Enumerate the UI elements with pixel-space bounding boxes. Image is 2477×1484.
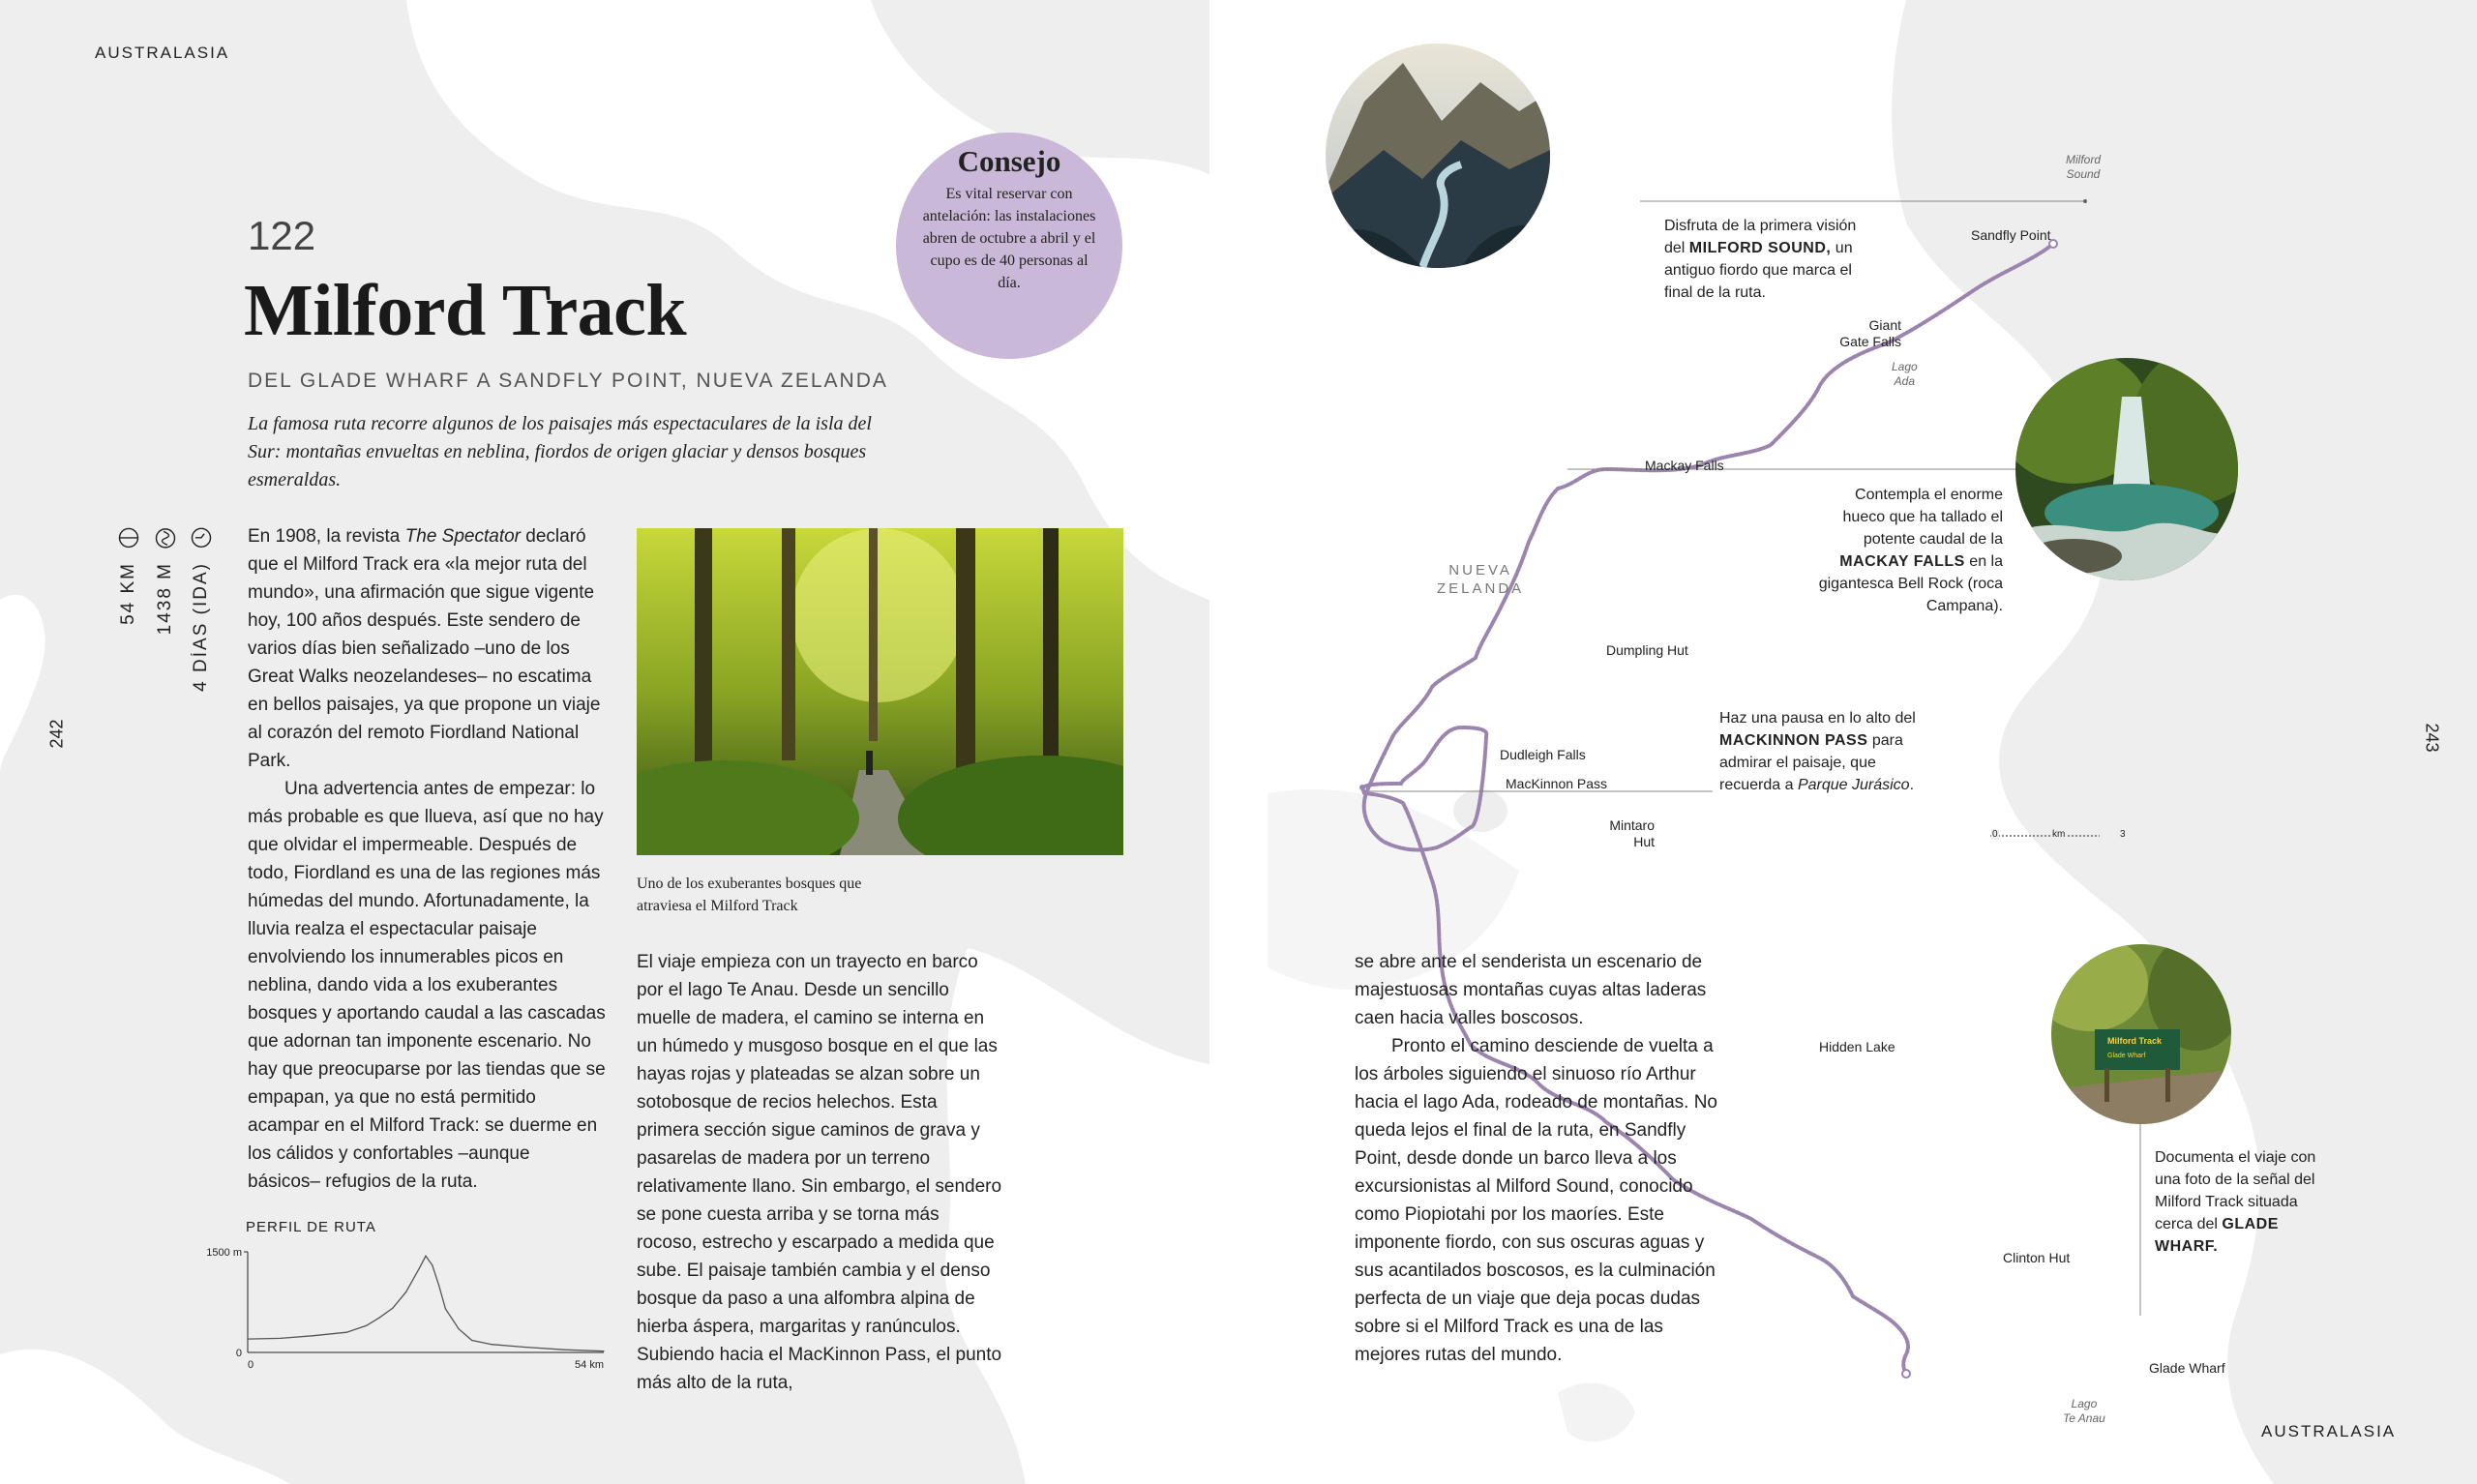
scale-unit: km <box>2052 829 2066 840</box>
body-column-2 <box>637 948 1004 1397</box>
sign-text-line2: Glade Wharf <box>2107 1053 2146 1059</box>
profile-x-min-label: 0 <box>248 1359 254 1371</box>
label-milford-sound <box>2066 153 2101 182</box>
col3-paragraph-1: se abre ante el senderista un escenario de majestuosas montañas cuyas altas laderas caen hacia valles boscosos. <box>1355 952 1707 1028</box>
stat-elevation-value: 1438 M <box>155 562 175 636</box>
label-lago-ada-line2: Ada <box>1894 374 1916 388</box>
elevation-profile-point <box>603 1350 604 1351</box>
label-sandfly-point: Sandfly Point <box>1971 227 2051 243</box>
col1-paragraph-2: Una advertencia antes de empezar: lo más probable es que llueva, así que no hay que olvidar el impermeable. Después de todo, Fiordland es una de las regiones más húmedas del mundo. Afortunadamente, la lluvia realza el espectacular paisaje envolviendo los innumerables picos en neblina, dando vida a los exuberantes bosques y aportando caudal a las cascadas que adornan tan imponente escenario. No hay que preocuparse por las tiendas que se empapan, ya que no está permitido acampar en el Milford Track: se duerme en los cálidos y confortables –aunque básicos– refugios de la ruta. <box>248 779 606 1192</box>
stat-distance <box>118 527 139 625</box>
page-number-right: 243 <box>2422 723 2442 753</box>
left-page <box>0 0 1209 1484</box>
forest-photo-image <box>637 528 1123 855</box>
elevation-profile-point <box>432 1264 433 1265</box>
milford-sound-point <box>2083 199 2087 203</box>
label-milford-sound-line2: Sound <box>2066 167 2101 181</box>
callout-mackinnon-strong: MACKINNON PASS <box>1719 732 1868 749</box>
route-start-marker <box>1902 1370 1910 1378</box>
scale-end: 3 <box>2120 829 2126 840</box>
label-mintaro-line1: Mintaro <box>1609 817 1655 833</box>
callout-glade-wharf <box>2155 1146 2329 1258</box>
intro-text: La famosa ruta recorre algunos de los paisajes más espectaculares de la isla del Sur: montañas envueltas en neblina, fiordos de origen glaciar y densos bosques esmeraldas. <box>248 413 872 490</box>
tip-circle <box>896 133 1122 359</box>
label-nueva-zelanda <box>1437 561 1524 598</box>
label-nueva-zelanda-line2: ZELANDA <box>1437 580 1525 597</box>
stat-elevation <box>155 527 176 635</box>
label-giant-gate-line1: Giant <box>1868 317 1901 333</box>
col3-paragraph-2: Pronto el camino desciende de vuelta a los árboles siguiendo el sinuoso río Arthur hacia el lago Ada, rodeado de montañas. No queda lejos el final de la ruta, en Sandfly Point, desde donde un barco lleva a los excursionistas al Milford Sound, conocido como Piopiotahi por los maoríes. Este imponente fiordo, con sus oscuras aguas y sus acantilados boscosos, es la culminación perfecta de un viaje que deja pocas dudas sobre si el Milford Track es una de las mejores rutas del mundo. <box>1355 1036 1717 1365</box>
stat-duration <box>191 527 212 692</box>
profile-y-max-label: 1500 m <box>206 1247 242 1259</box>
label-mackinnon-pass: MacKinnon Pass <box>1506 776 1608 791</box>
sign-text-line1: Milford Track <box>2107 1036 2163 1046</box>
label-dumpling-hut: Dumpling Hut <box>1606 642 1688 658</box>
distance-icon <box>118 527 139 549</box>
glade-wharf-sign-image <box>2051 944 2231 1124</box>
callout-glade-pre: Documenta el viaje con una foto de la señal del Milford Track situada cerca del <box>2155 1149 2316 1232</box>
elevation-profile-point <box>524 1347 525 1348</box>
label-giant-gate-falls <box>1824 317 1901 350</box>
elevation-profile-point <box>346 1332 347 1333</box>
label-lago-te-anau <box>2063 1397 2105 1426</box>
callout-mackay-pre: Contempla el enorme hueco que ha tallado el potente caudal de la <box>1842 487 2003 548</box>
profile-label: PERFIL DE RUTA <box>246 1219 376 1235</box>
label-te-anau-line1: Lago <box>2071 1397 2098 1410</box>
clock-icon <box>191 527 212 549</box>
tip-text: Es vital reservar con antelación: las instalaciones abren de octubre a abril y el cupo es de 40 personas al día. <box>922 186 1096 291</box>
callout-glade-strong: GLADE WHARF. <box>2155 1216 2279 1255</box>
label-hidden-lake: Hidden Lake <box>1819 1039 1895 1054</box>
label-milford-sound-line1: Milford <box>2066 153 2102 166</box>
callout-milford-post: un antiguo fiordo que marca el final de la ruta. <box>1664 240 1853 301</box>
section-label: AUSTRALASIA <box>95 44 230 62</box>
elevation-profile-point <box>405 1291 406 1292</box>
label-lago-ada-line1: Lago <box>1892 360 1918 373</box>
elevation-profile-point <box>419 1268 420 1269</box>
callout-mackinnon-pass <box>1719 707 1923 796</box>
elevation-icon <box>155 527 176 549</box>
col1-text-a: En 1908, la revista <box>248 526 405 547</box>
callout-mackinnon-mid: para admirar el paisaje, que recuerda a <box>1719 732 1903 793</box>
profile-x-max-label: 54 km <box>575 1359 604 1371</box>
mackinnon-pass-marker <box>1359 785 1365 790</box>
callout-milford-pre: Disfruta de la primera visión del <box>1664 218 1857 256</box>
elevation-profile-point <box>425 1256 426 1257</box>
callout-mackinnon-post: . <box>1909 777 1915 793</box>
elevation-profile-point <box>392 1308 393 1309</box>
elevation-profile-point <box>471 1340 472 1341</box>
route-profile-chart <box>194 1238 619 1374</box>
callout-mackay-falls <box>1809 484 2003 617</box>
col1-paragraph-1 <box>248 522 606 775</box>
stat-distance-value: 54 KM <box>118 562 138 625</box>
callout-milford-sound <box>1664 215 1867 304</box>
section-label-right: AUSTRALASIA <box>2261 1422 2397 1440</box>
photo-milford-sound <box>1326 44 1550 268</box>
col1-text-em: The Spectator <box>404 526 521 547</box>
label-giant-gate-line2: Gate Falls <box>1839 334 1901 349</box>
stat-duration-value: 4 DÍAS (IDA) <box>191 562 211 692</box>
label-nueva-zelanda-line1: NUEVA <box>1448 562 1512 579</box>
milford-sound-image <box>1326 44 1550 268</box>
forest-photo <box>637 528 1123 855</box>
page-title: Milford Track <box>244 270 687 351</box>
col1-text-b: declaró que el Milford Track era «la mejor ruta del mundo», una afirmación que sigue vigente hoy, 100 años después. Este sendero de varios días bien señalizado –uno de los Great Walks neozelandeses– no escatima en bellos paisajes, ya que propone un viaje al corazón del remoto Fiordland National Park. <box>248 526 601 771</box>
label-dudleigh-falls: Dudleigh Falls <box>1500 747 1586 762</box>
label-mintaro-line2: Hut <box>1633 834 1655 849</box>
label-te-anau-line2: Te Anau <box>2063 1411 2105 1425</box>
elevation-profile-point <box>459 1328 460 1329</box>
label-lago-ada <box>1892 360 1918 389</box>
profile-y-min-label: 0 <box>235 1348 242 1359</box>
label-mintaro-hut <box>1597 817 1655 850</box>
elevation-profile-point <box>379 1317 380 1318</box>
elevation-profile-point <box>438 1285 439 1286</box>
callout-mackay-post: en la gigantesca Bell Rock (roca Campana). <box>1818 553 2003 614</box>
label-glade-wharf: Glade Wharf <box>2149 1360 2225 1376</box>
label-mackay-falls: Mackay Falls <box>1645 458 1724 473</box>
col2-paragraph-1: El viaje empieza con un trayecto en barco por el lago Te Anau. Desde un sencillo muelle de madera, el camino se interna en un húmedo y musgoso bosque en el que las hayas rojas y plateadas se alzan sobre un sotobosque de recios helechos. Esta primera sección sigue caminos de grava y pasarelas de madera por un terreno relativamente llano. Sin embargo, el sendero se pone cuesta arriba y se torna más rocoso, estrecho y escarpado a medida que sube. El paisaje también cambia y el denso bosque da paso a una alfombra alpina de hierba áspera, margaritas y ranúnculos. Subiendo hacia el MacKinnon Pass, el punto más alto de la ruta, <box>637 952 1002 1393</box>
tip-heading: Consejo <box>957 144 1061 178</box>
elevation-profile-line <box>248 1256 604 1350</box>
photo-caption: Uno de los exuberantes bosques que atraviesa el Milford Track <box>637 876 862 914</box>
photo-glade-wharf-sign <box>2051 944 2231 1124</box>
callout-mackinnon-em: Parque Jurásico <box>1797 777 1910 793</box>
page-number: 242 <box>46 719 67 749</box>
elevation-profile-point <box>247 1339 248 1340</box>
elevation-profile-point <box>281 1338 282 1339</box>
photo-mackay-falls <box>2015 358 2238 580</box>
callout-mackay-strong: MACKAY FALLS <box>1839 553 1965 570</box>
body-column-1 <box>248 522 606 1196</box>
right-page <box>1268 0 2477 1484</box>
body-column-3 <box>1355 948 1722 1369</box>
mackay-falls-image <box>2015 358 2238 580</box>
elevation-profile-point <box>366 1325 367 1326</box>
subtitle: DEL GLADE WHARF A SANDFLY POINT, NUEVA ZELANDA <box>248 370 888 392</box>
label-clinton-hut: Clinton Hut <box>2003 1250 2071 1265</box>
route-number: 122 <box>248 213 316 258</box>
elevation-profile-point <box>313 1335 314 1336</box>
callout-milford-strong: MILFORD SOUND, <box>1688 240 1832 256</box>
callout-mackinnon-pre: Haz una pausa en lo alto del <box>1719 710 1916 727</box>
scale-start: 0 <box>1992 829 1998 840</box>
elevation-profile-point <box>445 1308 446 1309</box>
